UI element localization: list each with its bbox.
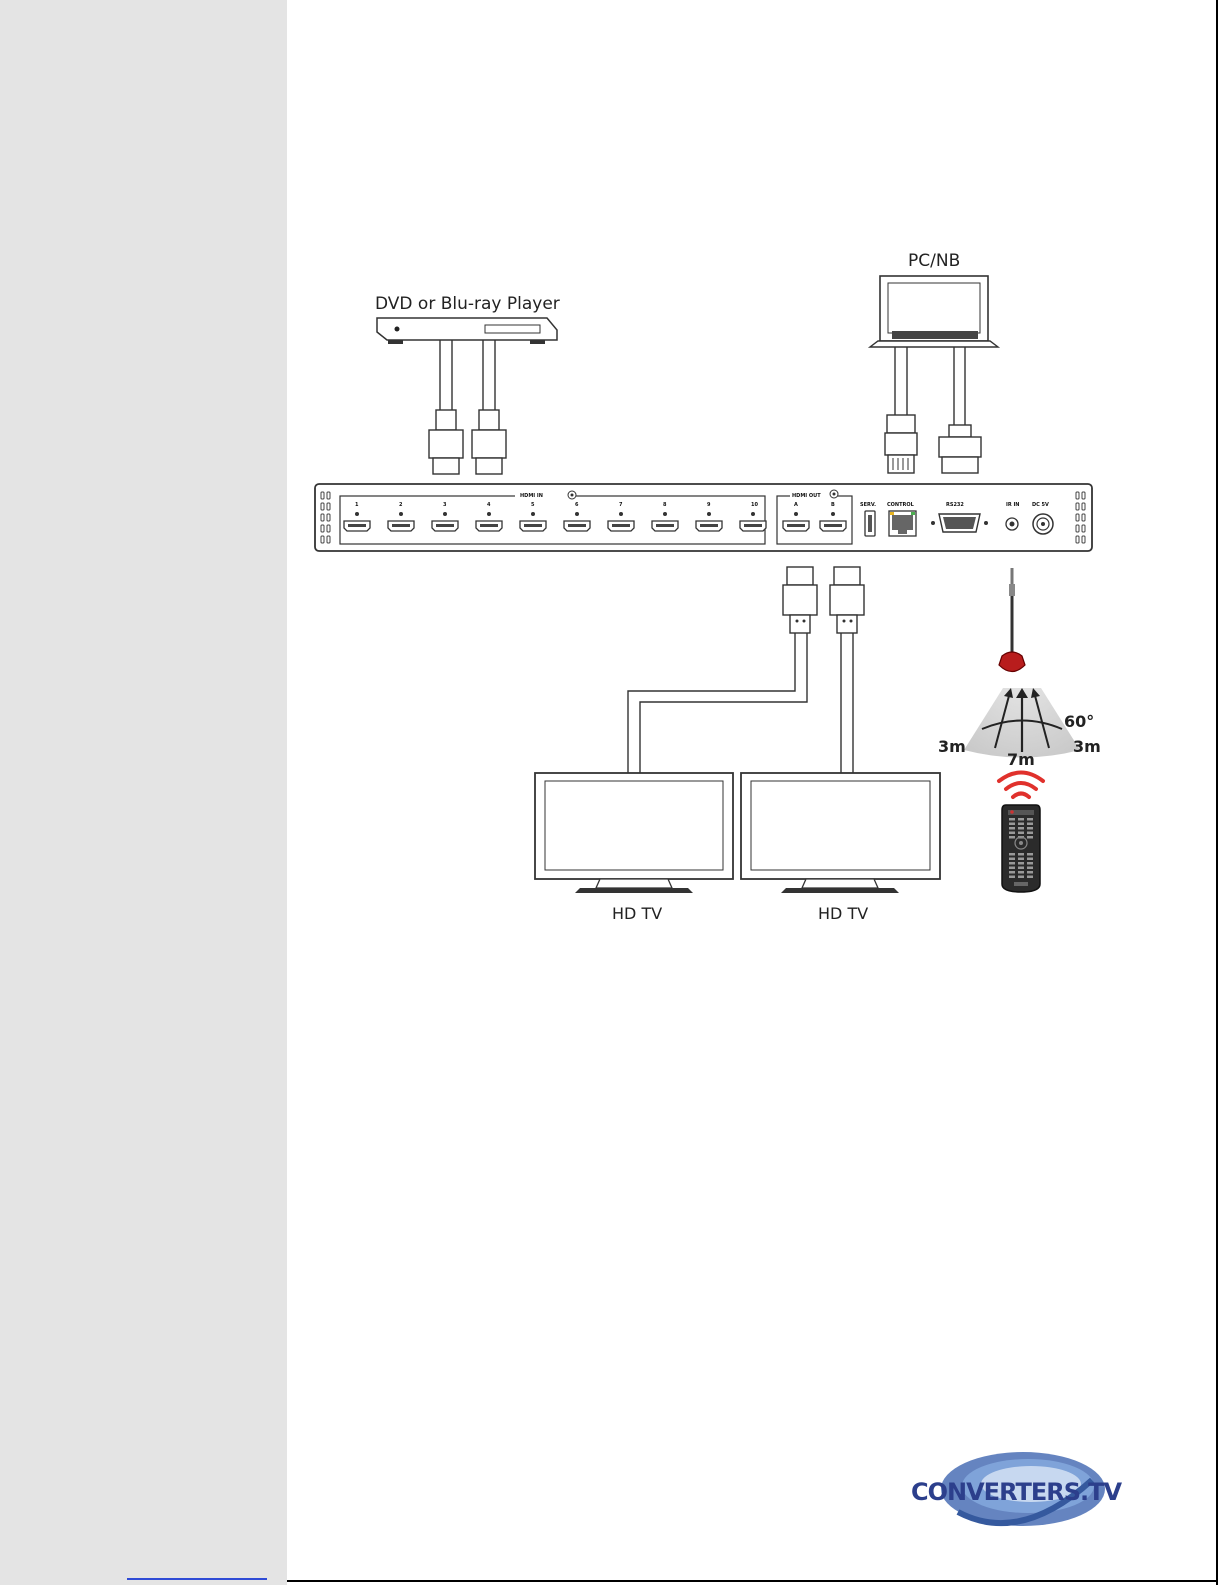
ir-signal-waves-icon bbox=[999, 773, 1043, 798]
hdmi-plug-out-b bbox=[830, 567, 864, 633]
hdmi-in-port-9-number: 9 bbox=[707, 502, 711, 508]
hdmi-out-port-b-number: B bbox=[831, 502, 835, 508]
pc-label: PC/NB bbox=[908, 251, 961, 271]
rj45-plug bbox=[885, 415, 917, 473]
control-label: CONTROL bbox=[887, 502, 914, 508]
hdmi-in-port-1-number: 1 bbox=[355, 502, 359, 508]
ir-range-center-label: 7m bbox=[1007, 750, 1035, 769]
hdmi-in-port-3-number: 3 bbox=[443, 502, 447, 508]
ir-angle-label: 60° bbox=[1064, 712, 1095, 731]
ir-receiver bbox=[999, 568, 1025, 672]
logo-text: CONVERTERS.TV bbox=[911, 1478, 1122, 1506]
hd-tv-right bbox=[741, 773, 940, 893]
dc-power-jack bbox=[1033, 514, 1053, 534]
dvd-hdmi-cables bbox=[440, 340, 495, 410]
serv-label: SERV. bbox=[860, 502, 876, 508]
remote-control bbox=[1002, 805, 1040, 892]
hdmi-plug-out-a bbox=[783, 567, 817, 633]
dvd-player-label: DVD or Blu-ray Player bbox=[375, 294, 560, 314]
dvd-player bbox=[377, 318, 557, 344]
hdmi-in-label: HDMI IN bbox=[520, 493, 543, 499]
rs232-label: RS232 bbox=[946, 502, 964, 508]
laptop bbox=[870, 276, 998, 347]
hdmi-out-label: HDMI OUT bbox=[792, 493, 821, 499]
dc-label: DC 5V bbox=[1032, 502, 1049, 508]
hdmi-in-port-2-number: 2 bbox=[399, 502, 403, 508]
ir-range-cone bbox=[964, 688, 1080, 758]
hdmi-plug-dvd-2 bbox=[472, 410, 506, 474]
hd-tv-left bbox=[535, 773, 733, 893]
tv-hdmi-cables bbox=[628, 633, 853, 773]
ir-in-label: IR IN bbox=[1006, 502, 1020, 508]
hdmi-in-port-6-number: 6 bbox=[575, 502, 579, 508]
ir-range-right-label: 3m bbox=[1073, 737, 1101, 756]
hdmi-in-port-7-number: 7 bbox=[619, 502, 623, 508]
pc-cables bbox=[895, 347, 965, 425]
db9-plug bbox=[939, 425, 981, 473]
hdmi-out-port-a-number: A bbox=[794, 502, 798, 508]
tv-left-label: HD TV bbox=[612, 904, 663, 923]
hdmi-in-port-10-number: 10 bbox=[751, 502, 758, 508]
tv-right-label: HD TV bbox=[818, 904, 869, 923]
ir-range-left-label: 3m bbox=[938, 737, 966, 756]
converters-tv-logo bbox=[911, 1452, 1122, 1526]
ir-in-jack bbox=[1006, 518, 1018, 530]
rj45-control-port bbox=[889, 511, 916, 536]
hdmi-in-port-5-number: 5 bbox=[531, 502, 535, 508]
matrix-rear-panel bbox=[315, 484, 1092, 551]
hdmi-plug-dvd-1 bbox=[429, 410, 463, 474]
hdmi-in-port-8-number: 8 bbox=[663, 502, 667, 508]
hdmi-in-port-4-number: 4 bbox=[487, 502, 491, 508]
